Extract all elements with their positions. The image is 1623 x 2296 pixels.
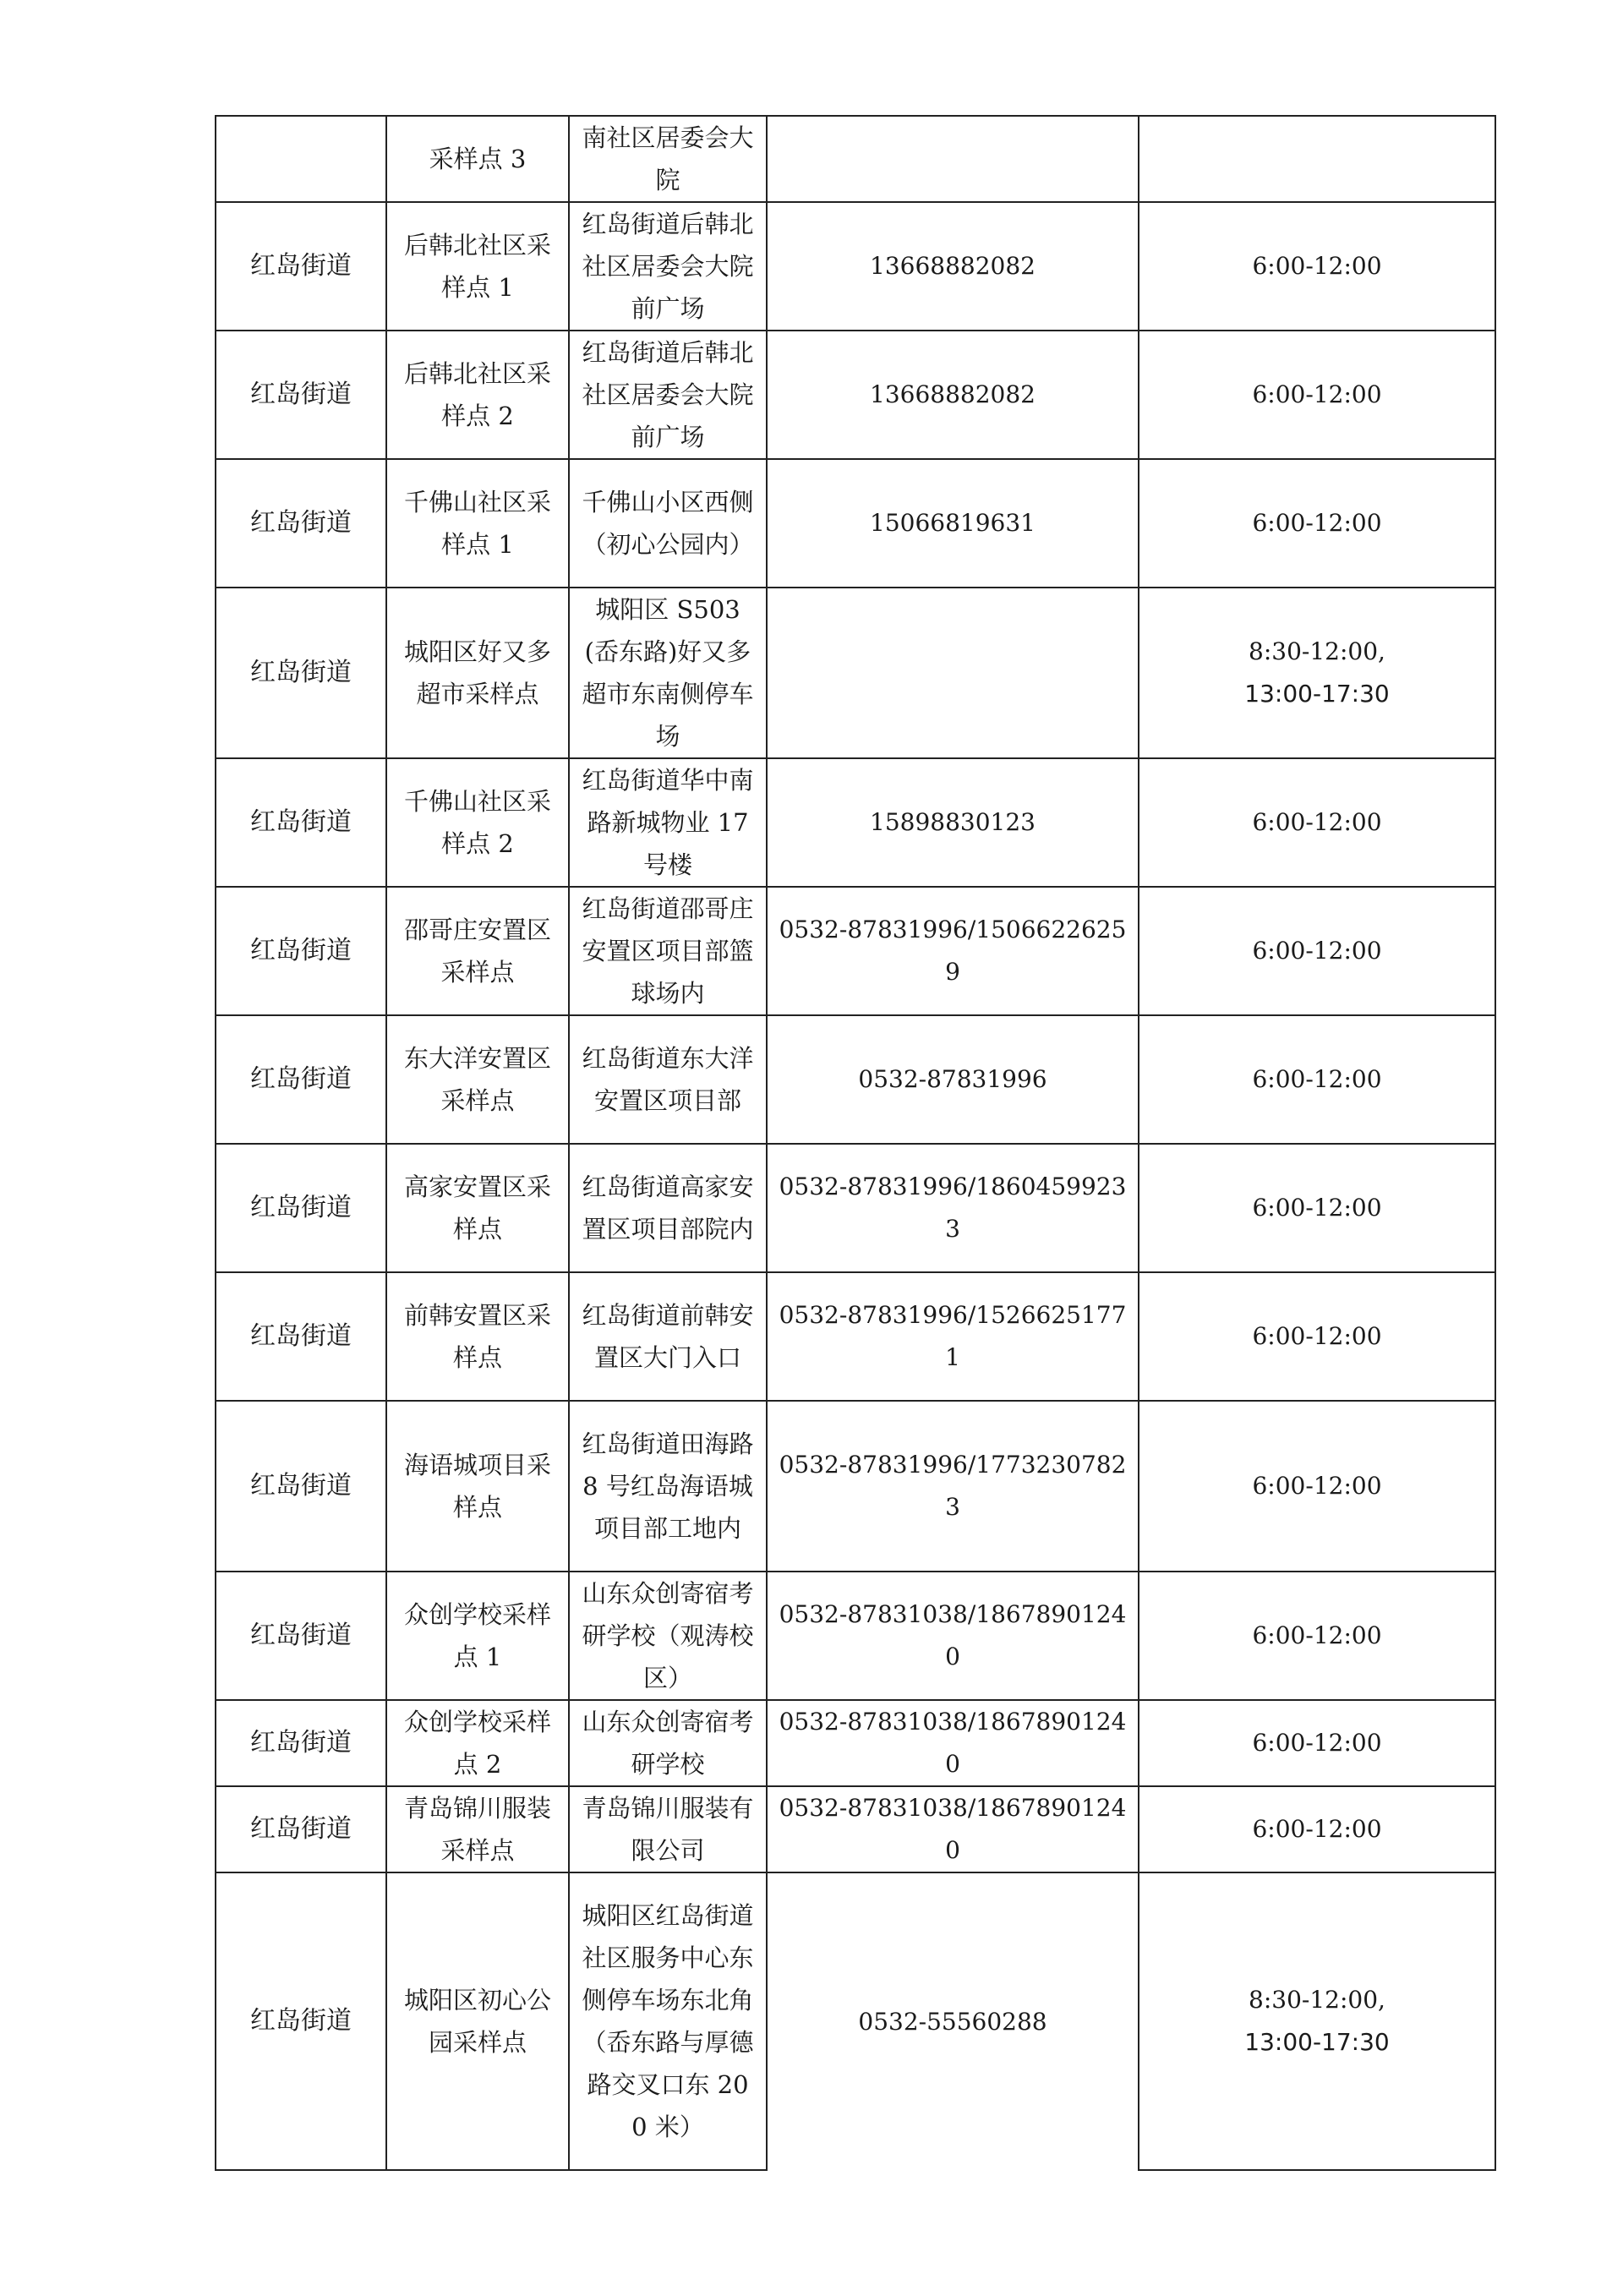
table-row	[216, 758, 1495, 887]
table-row	[216, 1700, 1495, 1786]
hours-line: 6:00-12:00	[1252, 1194, 1382, 1222]
hours-line: 13:00-17:30	[1244, 2028, 1390, 2056]
address-cell: 红岛街道邵哥庄安置区项目部篮球场内	[569, 887, 767, 1015]
table-row	[216, 1786, 1495, 1872]
address-cell: 红岛街道后韩北社区居委会大院前广场	[569, 202, 767, 331]
hours-line: 6:00-12:00	[1252, 509, 1382, 537]
phone-cell: 13668882082	[767, 331, 1139, 459]
sampling-sites-table	[215, 115, 1496, 2171]
street-cell: 红岛街道	[216, 588, 386, 758]
hours-line: 6:00-12:00	[1252, 808, 1382, 836]
table-row	[216, 1144, 1495, 1272]
site-name-cell: 邵哥庄安置区采样点	[386, 887, 569, 1015]
street-cell: 红岛街道	[216, 758, 386, 887]
hours-cell	[1139, 758, 1495, 887]
hours-line: 13:00-17:30	[1244, 680, 1390, 708]
street-cell: 红岛街道	[216, 1872, 386, 2170]
table-row	[216, 1572, 1495, 1700]
hours-cell	[1139, 887, 1495, 1015]
street-cell: 红岛街道	[216, 887, 386, 1015]
address-cell: 青岛锦川服装有限公司	[569, 1786, 767, 1872]
site-name-cell: 采样点 3	[386, 116, 569, 202]
phone-cell: 0532-87831038/18678901240	[767, 1572, 1139, 1700]
phone-cell	[767, 588, 1139, 758]
street-cell: 红岛街道	[216, 1015, 386, 1144]
street-cell: 红岛街道	[216, 331, 386, 459]
hours-line: 8:30-12:00,	[1249, 637, 1385, 665]
hours-cell	[1139, 1272, 1495, 1401]
phone-cell: 0532-87831038/18678901240	[767, 1786, 1139, 1872]
site-name-cell: 后韩北社区采样点 1	[386, 202, 569, 331]
address-cell: 红岛街道华中南路新城物业 17 号楼	[569, 758, 767, 887]
hours-cell	[1139, 1015, 1495, 1144]
table-row	[216, 588, 1495, 758]
address-cell: 山东众创寄宿考研学校（观涛校区）	[569, 1572, 767, 1700]
table-row	[216, 1401, 1495, 1572]
phone-cell: 0532-87831996/15266251771	[767, 1272, 1139, 1401]
street-cell: 红岛街道	[216, 1272, 386, 1401]
site-name-cell: 青岛锦川服装采样点	[386, 1786, 569, 1872]
site-name-cell: 后韩北社区采样点 2	[386, 331, 569, 459]
address-cell: 红岛街道高家安置区项目部院内	[569, 1144, 767, 1272]
table-row	[216, 1015, 1495, 1144]
hours-line: 6:00-12:00	[1252, 937, 1382, 965]
site-name-cell: 东大洋安置区采样点	[386, 1015, 569, 1144]
phone-cell: 15898830123	[767, 758, 1139, 887]
hours-line: 6:00-12:00	[1252, 1815, 1382, 1843]
hours-line: 6:00-12:00	[1252, 1729, 1382, 1757]
table-row	[216, 331, 1495, 459]
hours-line: 6:00-12:00	[1252, 1621, 1382, 1649]
site-name-cell: 千佛山社区采样点 2	[386, 758, 569, 887]
street-cell: 红岛街道	[216, 202, 386, 331]
street-cell: 红岛街道	[216, 1786, 386, 1872]
hours-cell	[1139, 1786, 1495, 1872]
hours-line: 6:00-12:00	[1252, 252, 1382, 280]
site-name-cell: 高家安置区采样点	[386, 1144, 569, 1272]
table-row	[216, 1272, 1495, 1401]
site-name-cell: 海语城项目采样点	[386, 1401, 569, 1572]
street-cell: 红岛街道	[216, 459, 386, 588]
site-name-cell: 千佛山社区采样点 1	[386, 459, 569, 588]
address-cell: 千佛山小区西侧（初心公园内）	[569, 459, 767, 588]
hours-cell	[1139, 1144, 1495, 1272]
street-cell	[216, 116, 386, 202]
phone-cell: 15066819631	[767, 459, 1139, 588]
hours-cell	[1139, 588, 1495, 758]
hours-cell	[1139, 331, 1495, 459]
table-row	[216, 202, 1495, 331]
site-name-cell: 城阳区初心公园采样点	[386, 1872, 569, 2170]
address-cell: 红岛街道前韩安置区大门入口	[569, 1272, 767, 1401]
address-cell: 南社区居委会大院	[569, 116, 767, 202]
site-name-cell: 城阳区好又多超市采样点	[386, 588, 569, 758]
hours-cell	[1139, 1572, 1495, 1700]
hours-cell	[1139, 1700, 1495, 1786]
phone-cell: 0532-87831996	[767, 1015, 1139, 1144]
address-cell: 红岛街道后韩北社区居委会大院前广场	[569, 331, 767, 459]
street-cell: 红岛街道	[216, 1401, 386, 1572]
street-cell: 红岛街道	[216, 1572, 386, 1700]
table-row	[216, 1872, 1495, 2170]
street-cell: 红岛街道	[216, 1144, 386, 1272]
phone-cell: 0532-55560288	[767, 1872, 1139, 2170]
phone-cell: 13668882082	[767, 202, 1139, 331]
hours-line: 6:00-12:00	[1252, 1065, 1382, 1093]
phone-cell: 0532-87831996/18604599233	[767, 1144, 1139, 1272]
address-cell: 红岛街道田海路 8 号红岛海语城项目部工地内	[569, 1401, 767, 1572]
site-name-cell: 前韩安置区采样点	[386, 1272, 569, 1401]
table-row	[216, 116, 1495, 202]
hours-cell	[1139, 1872, 1495, 2170]
hours-cell	[1139, 116, 1495, 202]
site-name-cell: 众创学校采样点 2	[386, 1700, 569, 1786]
hours-line: 8:30-12:00,	[1249, 1986, 1385, 2014]
hours-cell	[1139, 202, 1495, 331]
address-cell: 城阳区 S503(岙东路)好又多超市东南侧停车场	[569, 588, 767, 758]
hours-line: 6:00-12:00	[1252, 1322, 1382, 1350]
table-row	[216, 459, 1495, 588]
street-cell: 红岛街道	[216, 1700, 386, 1786]
site-name-cell: 众创学校采样点 1	[386, 1572, 569, 1700]
phone-cell: 0532-87831996/17732307823	[767, 1401, 1139, 1572]
hours-cell	[1139, 459, 1495, 588]
hours-line: 6:00-12:00	[1252, 1472, 1382, 1500]
hours-cell	[1139, 1401, 1495, 1572]
table-row	[216, 887, 1495, 1015]
address-cell: 山东众创寄宿考研学校	[569, 1700, 767, 1786]
table-body	[216, 116, 1495, 2170]
address-cell: 城阳区红岛街道社区服务中心东侧停车场东北角（岙东路与厚德路交叉口东 200 米）	[569, 1872, 767, 2170]
phone-cell: 0532-87831996/15066226259	[767, 887, 1139, 1015]
phone-cell: 0532-87831038/18678901240	[767, 1700, 1139, 1786]
address-cell: 红岛街道东大洋安置区项目部	[569, 1015, 767, 1144]
hours-line: 6:00-12:00	[1252, 380, 1382, 408]
phone-cell	[767, 116, 1139, 202]
